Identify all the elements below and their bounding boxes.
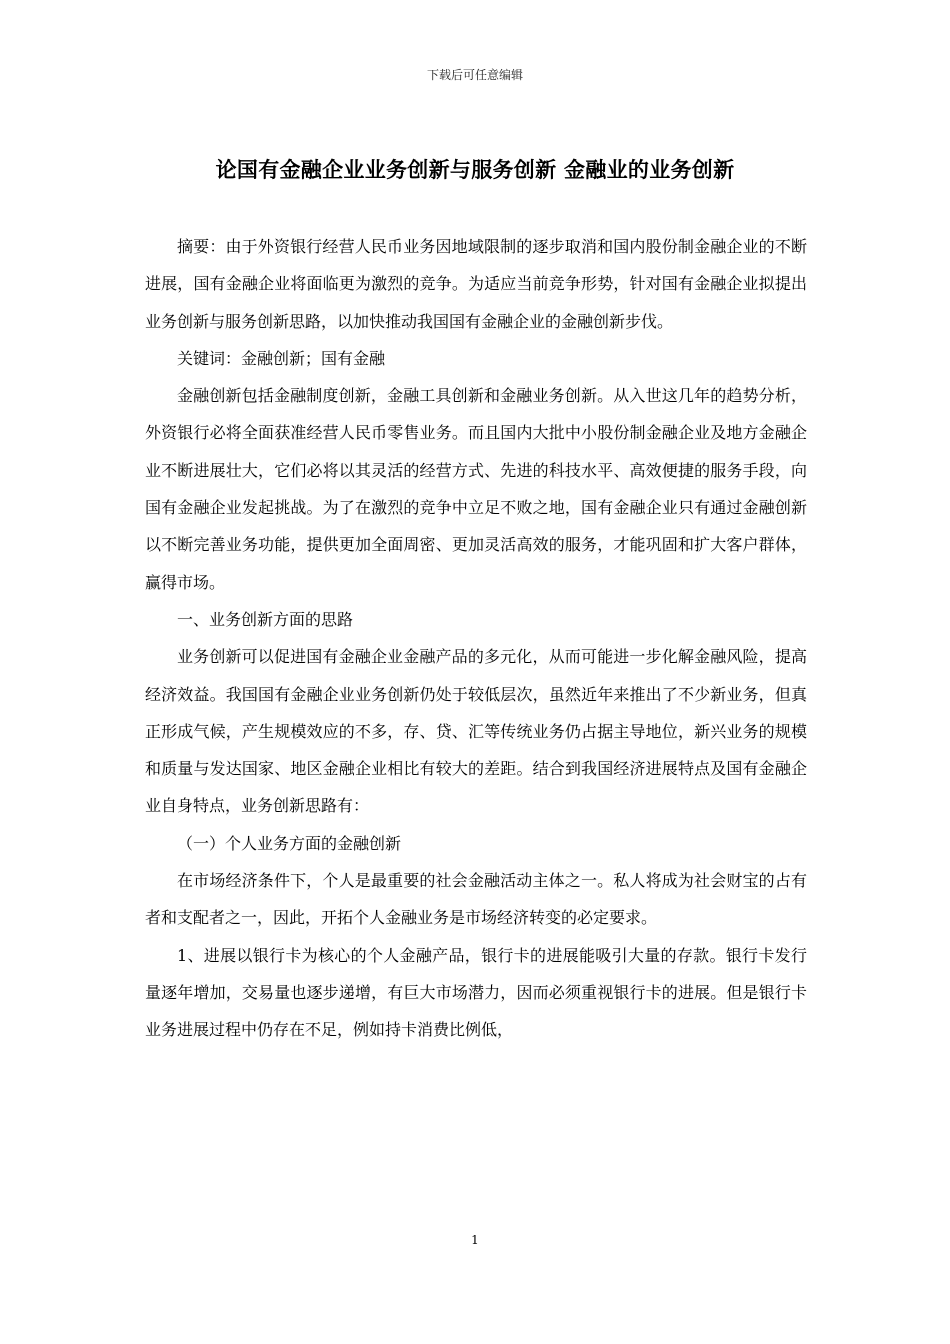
- paragraph-intro: 金融创新包括金融制度创新，金融工具创新和金融业务创新。从入世这几年的趋势分析，外资银行必将全面获准经营人民币零售业务。而且国内大批中小股份制金融企业及地方金融企业不断进展壮大，它们必将以其灵活的经营方式、先进的科技水平、高效便捷的服务手段，向国有金融企业发起挑战。为了在激烈的竞争中立足不败之地，国有金融企业只有通过金融创新以不断完善业务功能，提供更加全面周密、更加灵活高效的服务，才能巩固和扩大客户群体，赢得市场。: [145, 386, 807, 592]
- document-body: [145, 228, 807, 1049]
- subsection-heading-personal-business: （一）个人业务方面的金融创新: [177, 833, 402, 853]
- section-heading-business-innovation: 一、业务创新方面的思路: [177, 609, 354, 629]
- paragraph-keywords: 关键词：金融创新；国有金融: [177, 348, 386, 368]
- paragraph-bank-card: 1、进展以银行卡为核心的个人金融产品，银行卡的进展能吸引大量的存款。银行卡发行量逐年增加，交易量也逐步递增，有巨大市场潜力，因而必须重视银行卡的进展。但是银行卡业务进展过程中仍存在不足，例如持卡消费比例低，: [145, 945, 807, 1040]
- document-title: 论国有金融企业业务创新与服务创新 金融业的业务创新: [215, 157, 735, 182]
- paragraph-business-innovation: 业务创新可以促进国有金融企业金融产品的多元化，从而可能进一步化解金融风险，提高经济效益。我国国有金融企业业务创新仍处于较低层次，虽然近年来推出了不少新业务，但真正形成气候，产生规模效应的不多，存、贷、汇等传统业务仍占据主导地位，新兴业务的规模和质量与发达国家、地区金融企业相比有较大的差距。结合到我国经济进展特点及国有金融企业自身特点，业务创新思路有：: [145, 647, 807, 816]
- paragraph-personal-business: 在市场经济条件下，个人是最重要的社会金融活动主体之一。私人将成为社会财宝的占有者和支配者之一，因此，开拓个人金融业务是市场经济转变的必定要求。: [145, 871, 807, 928]
- page-number: 1: [471, 1233, 479, 1247]
- header-note: 下载后可任意编辑: [426, 68, 523, 82]
- paragraph-abstract: 摘要：由于外资银行经营人民币业务因地域限制的逐步取消和国内股份制金融企业的不断进展，国有金融企业将面临更为激烈的竞争。为适应当前竞争形势，针对国有金融企业拟提出业务创新与服务创新思路，以加快推动我国国有金融企业的金融创新步伐。: [145, 237, 807, 331]
